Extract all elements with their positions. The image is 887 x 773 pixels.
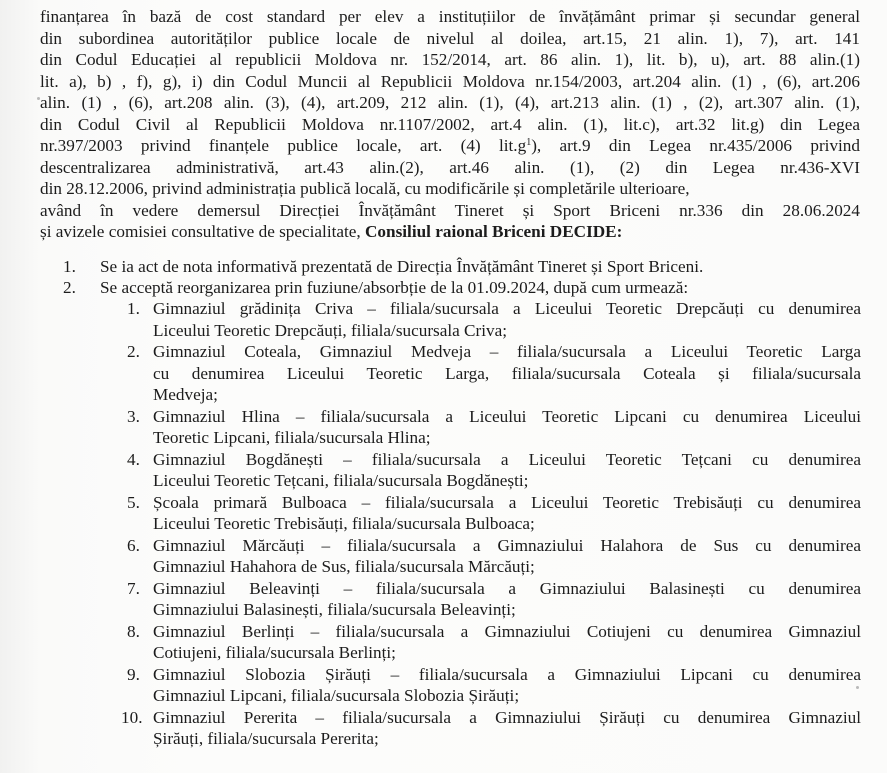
item-number: 8. [127,622,140,641]
item-line: Teoretic Lipcani, filiala/sucursala Hlina; [153,428,431,447]
preamble-text: nr.397/2003 privind finanțele publice locale, art. (4) lit.g [40,136,527,155]
preamble-line: din Codul Civil al Republicii Moldova nr.1107/2002, art.4 alin. (1), lit.c), art.32 lit.g) din Legea [40,115,860,134]
item-number: 2. [127,342,140,361]
superscript: 1 [526,137,532,148]
item-line: Gimnaziul Bogdănești – filiala/sucursala a Liceului Teoretic Tețcani cu denumirea [153,450,861,469]
preamble-line: finanțarea în bază de cost standard per elev a instituțiilor de învățământ primar și secundar general [40,7,860,26]
item-line: Gimnaziul Pererita – filiala/sucursala a Gimnaziului Șirăuți cu denumirea Gimnaziul [153,708,861,727]
item-number: 4. [127,450,140,469]
item-line: Liceului Teoretic Tețcani, filiala/sucursala Bogdănești; [153,471,529,490]
preamble-line [40,135,860,156]
item-number: 6. [127,536,140,555]
item-line: Gimnaziul Lipcani, filiala/sucursala Slobozia Șirăuți; [153,686,520,705]
decision-heading: Consiliul raional Briceni DECIDE: [365,222,623,241]
preamble-line: descentralizarea administrativă, art.43 alin.(2), art.46 alin. (1), (2) din Legea nr.436-XVI [40,158,860,177]
item-line: Medveja; [153,385,218,404]
preamble-line: lit. a), b) , f), g), i) din Codul Muncii al Republicii Moldova nr.154/2003, art.204 alin. (1) , (6), art.206 [40,72,860,91]
item-line: Gimnaziul Coteala, Gimnaziul Medveja – filiala/sucursala a Liceului Teoretic Larga [153,342,861,361]
preamble-line: din 28.12.2006, privind administrația publică locală, cu modificările și completările ulterioare, [40,179,690,198]
decision-number: 2. [63,278,76,297]
item-line: Gimnaziul Slobozia Șirăuți – filiala/sucursala a Gimnaziului Lipcani cu denumirea [153,665,861,684]
item-line: Gimnaziul Hahahora de Sus, filiala/sucursala Mărcăuți; [153,557,535,576]
preamble-line: alin. (1) , (6), art.208 alin. (3), (4), art.209, 212 alin. (1), (4), art.213 alin. (1) , (2), art.307 alin. (1), [40,93,860,112]
decision-number: 1. [63,257,76,276]
item-line: Gimnaziul Berlinți – filiala/sucursala a Gimnaziului Cotiujeni cu denumirea Gimnaziul [153,622,861,641]
item-line: Cotiujeni, filiala/sucursala Berlinți; [153,643,396,662]
item-line: cu denumirea Liceului Teoretic Larga, filiala/sucursala Coteala și filiala/sucursala [153,364,861,383]
item-number: 9. [127,665,140,684]
item-line: Gimnaziul Mărcăuți – filiala/sucursala a Gimnaziului Halahora de Sus cu denumirea [153,536,861,555]
item-line: Șirăuți, filiala/sucursala Pererita; [153,729,379,748]
preamble-line: din Codul Educației al republicii Moldova nr. 152/2014, art. 86 alin. 1), lit. b), u), art. 88 alin.(1) [40,50,860,69]
preamble-line [40,221,860,242]
item-line: Gimnaziul grădinița Criva – filiala/sucursala a Liceului Teoretic Drepcăuți cu denumirea [153,299,861,318]
item-line: Gimnaziul Hlina – filiala/sucursala a Liceului Teoretic Lipcani cu denumirea Liceului [153,407,861,426]
item-line: Gimnaziului Balasinești, filiala/sucursala Beleavinți; [153,600,516,619]
item-number: 10. [121,708,143,727]
item-number: 1. [127,299,140,318]
preamble-text: ), art.9 din Legea nr.435/2006 privind [531,136,860,155]
item-line: Gimnaziul Beleavinți – filiala/sucursala a Gimnaziului Balasinești cu denumirea [153,579,861,598]
preamble-text: și avizele comisiei consultative de specialitate, [40,222,366,241]
item-line: Liceului Teoretic Drepcăuți, filiala/sucursala Criva; [153,321,508,340]
item-line: Liceului Teoretic Trebisăuți, filiala/sucursala Bulboaca; [153,514,535,533]
item-number: 3. [127,407,140,426]
item-line: Școala primară Bulboaca – filiala/sucursala a Liceului Teoretic Trebisăuți cu denumirea [153,493,861,512]
item-number: 7. [127,579,140,598]
decision-text: Se acceptă reorganizarea prin fuziune/absorbție de la 01.09.2024, după cum urmează: [100,278,689,297]
preamble-line: din subordinea autorităților publice locale de nivelul al doilea, art.15, 21 alin. 1), 7), art. 141 [40,29,860,48]
decision-text: Se ia act de nota informativă prezentată de Direcția Învățământ Tineret și Sport Briceni. [100,257,704,276]
item-number: 5. [127,493,140,512]
preamble-line: având în vedere demersul Direcției Învățământ Tineret și Sport Briceni nr.336 din 28.06.2024 [40,201,860,220]
